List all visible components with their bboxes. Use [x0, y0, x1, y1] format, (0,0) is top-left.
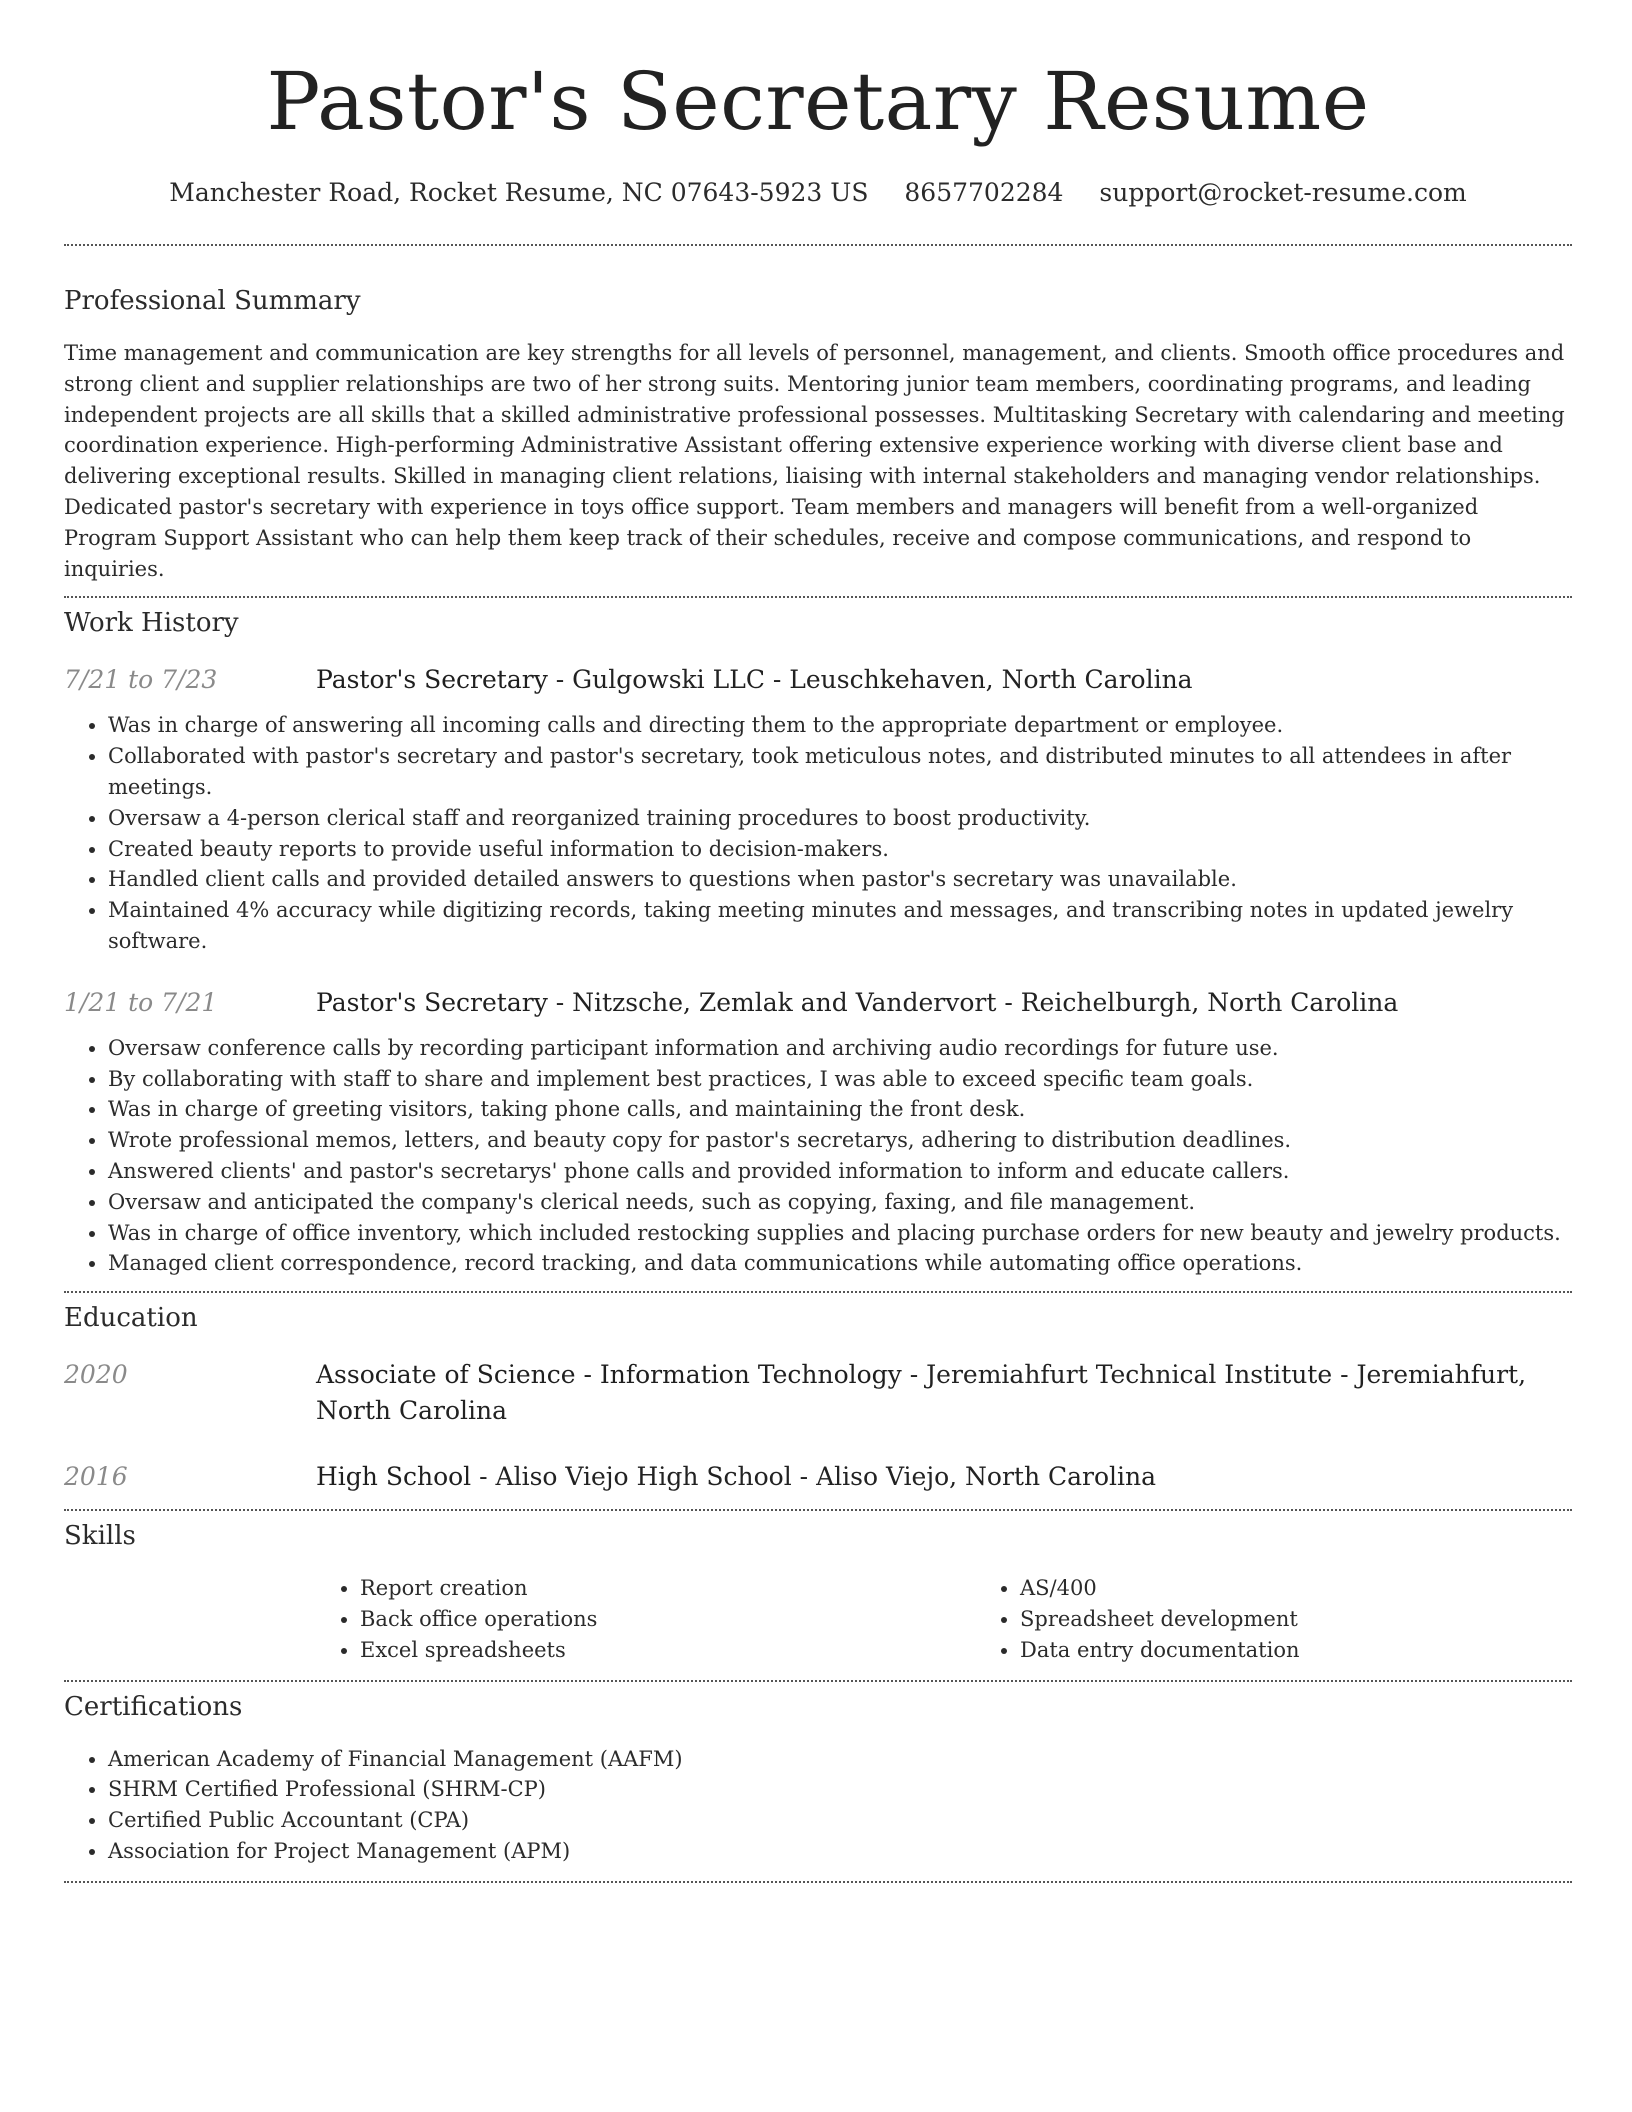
list-item: • SHRM Certified Professional (SHRM-CP): [108, 1774, 1572, 1805]
list-item: • Oversaw a 4-person clerical staff and reorganized training procedures to boost productivity.: [108, 803, 1572, 834]
job-heading: [316, 662, 1572, 698]
list-item: • Was in charge of greeting visitors, taking phone calls, and maintaining the front desk.: [108, 1094, 1572, 1125]
job-entry: [64, 985, 1572, 1279]
divider: [64, 1509, 1572, 1511]
certifications-heading: Certifications: [64, 1691, 243, 1722]
divider: [64, 244, 1572, 246]
list-item: • Oversaw and anticipated the company's clerical needs, such as copying, faxing, and file management.: [108, 1187, 1572, 1218]
list-item: • Excel spreadsheets: [360, 1635, 976, 1666]
job-role: Pastor's Secretary: [316, 665, 548, 695]
divider: [64, 1881, 1572, 1883]
list-item: • Report creation: [360, 1573, 976, 1604]
divider: [64, 596, 1572, 598]
skills-columns: [316, 1573, 1572, 1665]
skills-list-right: [976, 1573, 1632, 1665]
work-heading: Work History: [64, 608, 239, 639]
resume-title: Pastor's Secretary Resume: [266, 55, 1370, 148]
summary-section: [64, 284, 1572, 584]
divider: [64, 1291, 1572, 1293]
contact-address: Manchester Road, Rocket Resume, NC 07643-5923 US: [169, 178, 869, 207]
education-year: 2020: [64, 1360, 128, 1390]
job-dates: 7/21 to 7/23: [64, 665, 218, 695]
education-degree: Associate of Science - Information Technology: [316, 1360, 902, 1390]
skills-list-left: [316, 1573, 976, 1665]
education-details: - Aliso Viejo High School - Aliso Viejo, North Carolina: [471, 1462, 1157, 1492]
list-item: • Collaborated with pastor's secretary and pastor's secretary, took meticulous notes, and distributed minutes to all attendees in after meetings.: [108, 741, 1572, 803]
list-item: • Was in charge of answering all incoming calls and directing them to the appropriate department or employee.: [108, 710, 1572, 741]
list-item: • Managed client correspondence, record tracking, and data communications while automating office operations.: [108, 1248, 1572, 1279]
list-item: • Wrote professional memos, letters, and beauty copy for pastor's secretarys, adhering to distribution deadlines.: [108, 1125, 1572, 1156]
list-item: • Answered clients' and pastor's secretarys' phone calls and provided information to inform and educate callers.: [108, 1156, 1572, 1187]
contact-line: [64, 176, 1572, 210]
certifications-list: [64, 1744, 1572, 1867]
education-entry: [64, 1459, 1572, 1495]
education-details: - Jeremiahfurt Technical Institute - Jeremiahfurt, North Carolina: [316, 1360, 1527, 1426]
summary-heading: Professional Summary: [64, 286, 361, 316]
skills-heading: Skills: [64, 1521, 136, 1552]
skills-section: [64, 1519, 1572, 1665]
list-item: • Maintained 4% accuracy while digitizing records, taking meeting minutes and messages, and transcribing notes in updated jewelry software.: [108, 895, 1572, 957]
certifications-section: [64, 1690, 1572, 1867]
list-item: • Certified Public Accountant (CPA): [108, 1805, 1572, 1836]
work-section: [64, 606, 1572, 1279]
education-year: 2016: [64, 1462, 128, 1492]
list-item: • American Academy of Financial Management (AAFM): [108, 1744, 1572, 1775]
job-heading: [316, 985, 1572, 1021]
education-heading-line: [316, 1357, 1572, 1429]
list-item: • Oversaw conference calls by recording participant information and archiving audio recordings for future use.: [108, 1033, 1572, 1064]
list-item: • Was in charge of office inventory, which included restocking supplies and placing purchase orders for new beauty and jewelry products.: [108, 1218, 1572, 1249]
education-degree: High School: [316, 1462, 472, 1492]
resume-page: [64, 0, 1572, 1883]
education-heading: Education: [64, 1303, 198, 1334]
education-heading-line: [316, 1459, 1572, 1495]
education-entry: [64, 1357, 1572, 1429]
job-dates: 1/21 to 7/21: [64, 987, 218, 1017]
list-item: • Back office operations: [360, 1604, 976, 1635]
education-section: [64, 1301, 1572, 1495]
job-details: - Gulgowski LLC - Leuschkehaven, North Carolina: [547, 665, 1193, 695]
divider: [64, 1680, 1572, 1682]
list-item: • Association for Project Management (APM): [108, 1836, 1572, 1867]
summary-text: Time management and communication are key strengths for all levels of personnel, management, and clients. Smooth office procedures and strong client and supplier relationships are two of her strong suits. Mentoring junior team members, coordinating programs, and leading independent projects are all skills that a skilled administrative professional possesses. Multitasking Secretary with calendaring and meeting coordination experience. High-performing Administrative Assistant offering extensive experience working with diverse client base and delivering exceptional results. Skilled in managing client relations, liaising with internal stakeholders and managing vendor relationships. Dedicated pastor's secretary with experience in toys office support. Team members and managers will benefit from a well-organized Program Support Assistant who can help them keep track of their schedules, receive and compose communications, and respond to inquiries.: [64, 341, 1565, 581]
contact-phone: 8657702284: [904, 178, 1064, 207]
list-item: • Handled client calls and provided detailed answers to questions when pastor's secretary was unavailable.: [108, 864, 1572, 895]
list-item: • Data entry documentation: [1020, 1635, 1632, 1666]
list-item: • AS/400: [1020, 1573, 1632, 1604]
job-details: - Nitzsche, Zemlak and Vandervort - Reichelburgh, North Carolina: [547, 987, 1399, 1017]
job-role: Pastor's Secretary: [316, 987, 548, 1017]
list-item: • Spreadsheet development: [1020, 1604, 1632, 1635]
contact-email: support@rocket-resume.com: [1099, 178, 1467, 207]
job-bullets: [64, 1033, 1572, 1279]
job-entry: [64, 662, 1572, 956]
list-item: • Created beauty reports to provide useful information to decision-makers.: [108, 834, 1572, 865]
list-item: • By collaborating with staff to share and implement best practices, I was able to exceed specific team goals.: [108, 1064, 1572, 1095]
job-bullets: [64, 710, 1572, 956]
